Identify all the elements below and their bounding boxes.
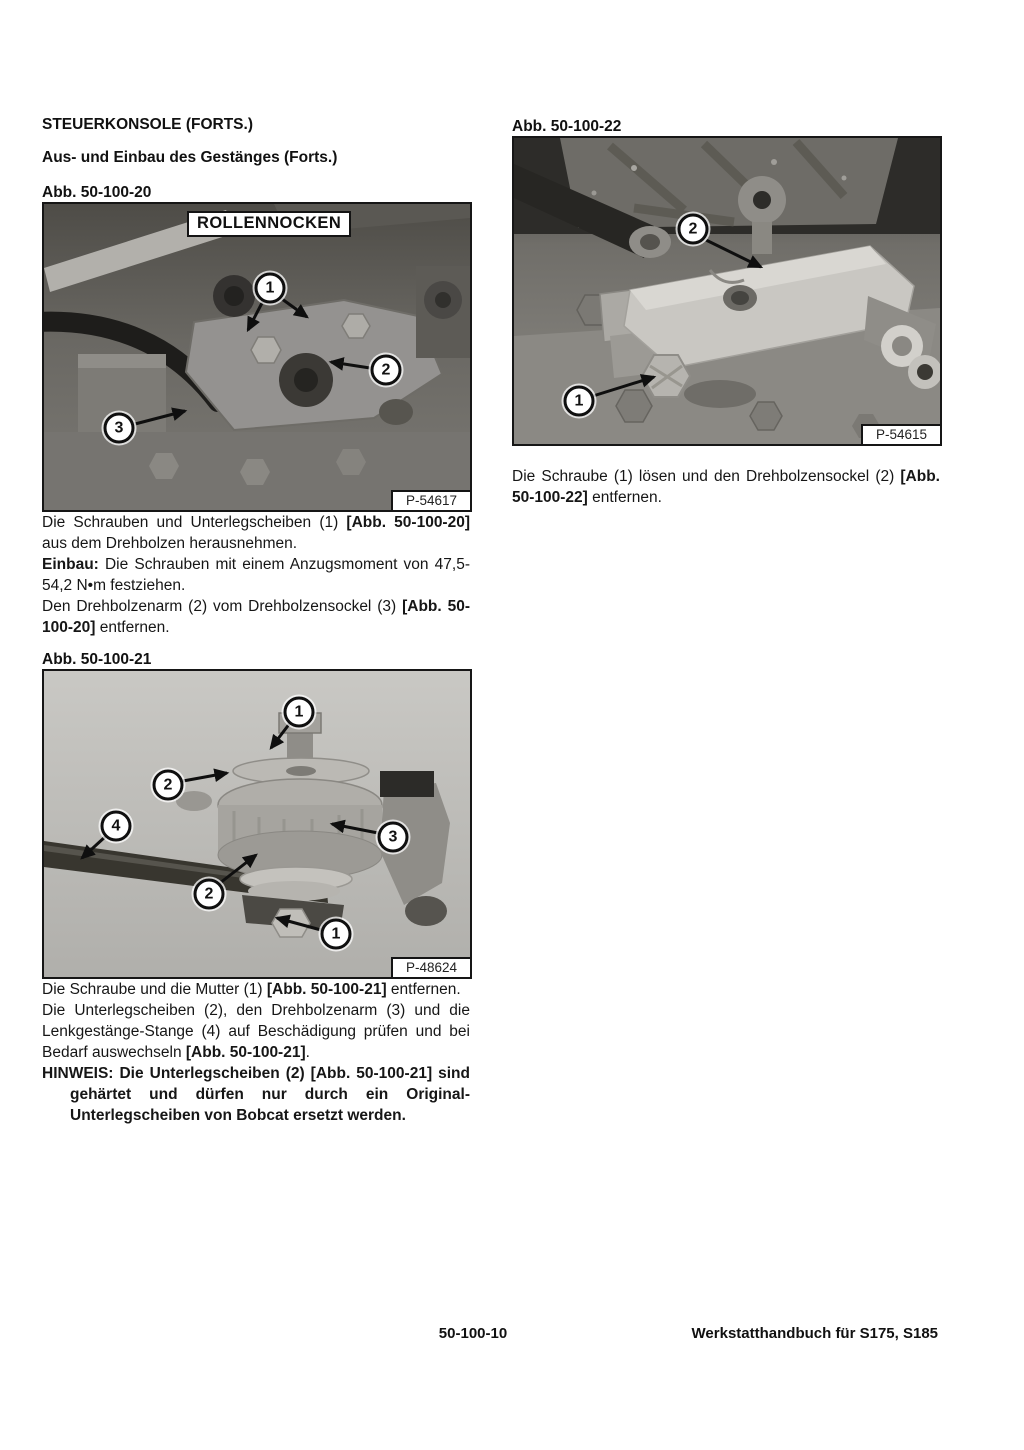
- paragraph-loosen-screw: Die Schraube (1) lösen und den Drehbolzensockel (2) [Abb. 50-100-22] entfernen.: [512, 468, 940, 506]
- paragraph-inspect-parts: Die Unterlegscheiben (2), den Drehbolzenarm (3) und die Lenkgestänge-Stange (4) auf Beschädigung prüfen und bei Bedarf auswechseln [Abb. 50-100-21].: [42, 1002, 470, 1061]
- figure-20-photo: [42, 202, 472, 512]
- manual-title: Werkstatthandbuch für S175, S185: [691, 1325, 938, 1342]
- paragraph-hinweis-note: HINWEIS: Die Unterlegscheiben (2) [Abb. 50-100-21] sind gehärtet und dürfen nur durch ein Original-Unterlegscheiben von Bobcat ersetzt werden.: [42, 1065, 470, 1124]
- page-footer: [0, 1325, 1024, 1345]
- section-title: STEUERKONSOLE (FORTS.): [42, 116, 253, 133]
- subsection-title: Aus- und Einbau des Gestänges (Forts.): [42, 149, 338, 166]
- right-column: [512, 115, 940, 508]
- paragraph-remove-pivot-arm: Den Drehbolzenarm (2) vom Drehbolzensockel (3) [Abb. 50-100-20] entfernen.: [42, 598, 470, 636]
- callout-2-upper: 2: [153, 770, 184, 801]
- figure-21-caption: Abb. 50-100-21: [42, 651, 152, 668]
- figure-22-caption: Abb. 50-100-22: [512, 118, 622, 135]
- callout-2-lower: 2: [194, 879, 225, 910]
- callout-4: 4: [101, 811, 132, 842]
- callout-2: 2: [678, 214, 709, 245]
- callout-1: 1: [564, 386, 595, 417]
- paragraph-einbau-torque: Einbau: Die Schrauben mit einem Anzugsmoment von 47,5-54,2 N•m festziehen.: [42, 556, 470, 594]
- callout-3: 3: [104, 413, 135, 444]
- left-column: [42, 115, 470, 1126]
- figure-20-caption: Abb. 50-100-20: [42, 184, 152, 201]
- photo-id-label: P-54615: [861, 424, 940, 444]
- page-number: 50-100-10: [438, 1325, 508, 1342]
- photo-label-rollennocken: ROLLENNOCKEN: [187, 211, 351, 237]
- figure-21-photo: [42, 669, 472, 979]
- paragraph-remove-screw-nut: Die Schraube und die Mutter (1) [Abb. 50-100-21] entfernen.: [42, 981, 461, 998]
- figure-22-photo: [512, 136, 942, 446]
- callout-3: 3: [378, 822, 409, 853]
- callout-1-top: 1: [284, 697, 315, 728]
- photo-id-label: P-48624: [391, 957, 470, 977]
- paragraph-remove-screws: Die Schrauben und Unterlegscheiben (1) [Abb. 50-100-20] aus dem Drehbolzen herausnehmen.: [42, 514, 470, 552]
- callout-1: 1: [255, 273, 286, 304]
- callout-2: 2: [371, 355, 402, 386]
- callout-1-lower: 1: [321, 919, 352, 950]
- photo-id-label: P-54617: [391, 490, 470, 510]
- callout-arrows: [44, 204, 470, 510]
